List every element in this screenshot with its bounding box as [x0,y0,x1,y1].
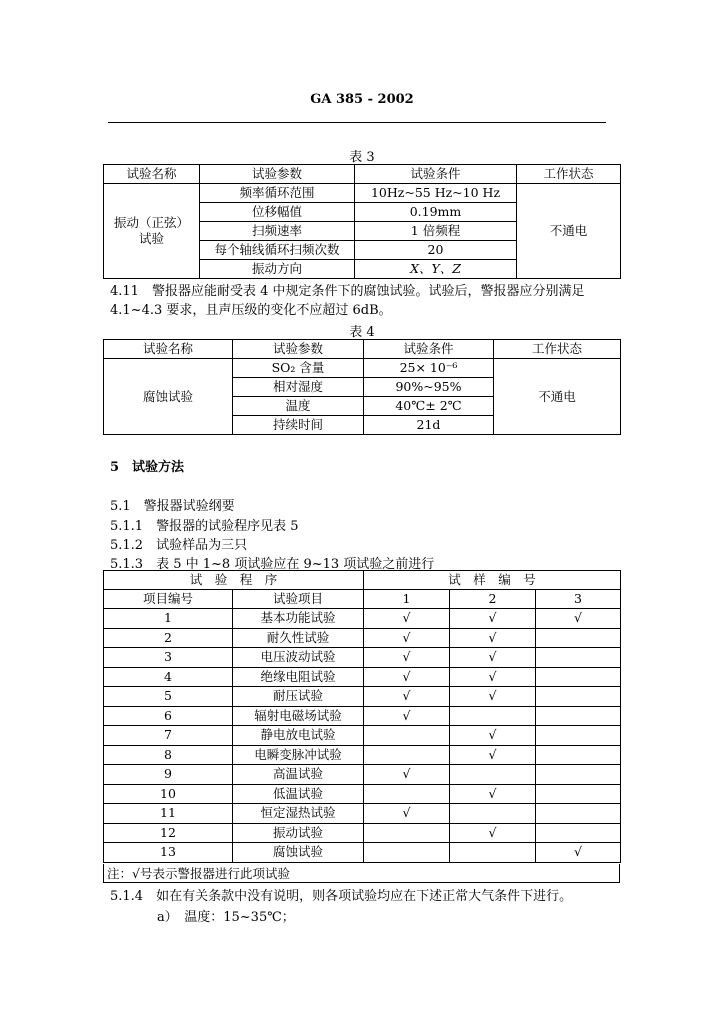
table-row [104,804,621,824]
table-cell: 位移幅值 [200,203,355,222]
table5-header-samples: 试 样 编 号 [364,571,621,590]
table-cell: 1 倍频程 [355,222,517,241]
table5-cell-no: 7 [104,726,233,746]
table-row [104,706,621,726]
table5-cell-s2 [450,706,536,726]
table5-cell-s2: √ [450,784,536,804]
table5-cell-s2: √ [450,726,536,746]
table5-cell-no: 12 [104,823,233,843]
table-cell: 10Hz~55 Hz~10 Hz [355,184,517,203]
table-cell: 21d [364,416,494,435]
table-cell: 相对湿度 [233,378,364,397]
table5-cell-s1: √ [364,706,450,726]
table-cell: 40℃± 2℃ [364,397,494,416]
table5-cell-s3 [536,628,621,648]
table5-cell-s1: √ [364,648,450,668]
section-5-1-3: 5.1.3 表 5 中 1~8 项试验应在 9~13 项试验之前进行 [110,557,435,572]
table5 [103,570,621,863]
table5-cell-s2: √ [450,628,536,648]
header-rule [108,122,606,123]
table5-cell-s2: √ [450,648,536,668]
table-cell: 90%~95% [364,378,494,397]
document-header: GA 385 - 2002 [310,92,414,107]
table5-cell-s2 [450,765,536,785]
table-row [104,823,621,843]
table3-header-param: 试验参数 [200,165,355,184]
table5-cell-s3: √ [536,609,621,629]
table5-cell-s3 [536,765,621,785]
table5-cell-no: 6 [104,706,233,726]
table5-cell-no: 5 [104,687,233,707]
table5-cell-item: 振动试验 [233,823,364,843]
table5-cell-s3 [536,745,621,765]
table-cell: SO₂ 含量 [233,359,364,378]
table-row [104,765,621,785]
table5-cell-no: 1 [104,609,233,629]
table5-cell-s3 [536,804,621,824]
section-5-title: 5 试验方法 [110,460,185,475]
table5-header-procedure: 试 验 程 序 [104,571,364,590]
table5-cell-s2: √ [450,823,536,843]
table-cell: 温度 [233,397,364,416]
table3-header-name: 试验名称 [104,165,200,184]
section-5-1-1: 5.1.1 警报器的试验程序见表 5 [110,519,299,534]
table-cell: 20 [355,241,517,260]
table-cell: 25× 10⁻⁶ [364,359,494,378]
table-row [104,648,621,668]
table5-cell-s2: √ [450,667,536,687]
table-cell: 每个轴线循环扫频次数 [200,241,355,260]
table5-cell-s1: √ [364,765,450,785]
table5-cell-s1: √ [364,609,450,629]
table-cell: 频率循环范围 [200,184,355,203]
table5-col-no: 项目编号 [104,590,233,609]
paragraph-4-11: 4.11 警报器应能耐受表 4 中规定条件下的腐蚀试验。试验后，警报器应分别满足 4.1~4.3 要求，且声压级的变化不应超过 6dB。 [110,284,585,318]
table5-cell-item: 高温试验 [233,765,364,785]
table5-cell-s3 [536,726,621,746]
table5-cell-item: 耐压试验 [233,687,364,707]
table5-cell-no: 9 [104,765,233,785]
table5-cell-s2: √ [450,687,536,707]
table5-cell-s3: √ [536,843,621,863]
table-cell: 振动方向 [200,260,355,279]
table5-cell-s3 [536,823,621,843]
table5-cell-no: 3 [104,648,233,668]
table-cell: X、Y、Z [355,260,517,279]
table5-sample-1: 1 [364,590,450,609]
table4-header-cond: 试验条件 [364,340,494,359]
table5-sample-2: 2 [450,590,536,609]
table5-cell-s3 [536,784,621,804]
table5-cell-s1: √ [364,667,450,687]
table5-cell-s3 [536,687,621,707]
table5-cell-no: 8 [104,745,233,765]
table5-note: 注：√号表示警报器进行此项试验 [103,864,620,883]
table5-cell-item: 耐久性试验 [233,628,364,648]
table5-sample-3: 3 [536,590,621,609]
table-row [104,609,621,629]
table3-header-cond: 试验条件 [355,165,517,184]
table4-state: 不通电 [494,359,621,435]
table-row [104,726,621,746]
table4-header-state: 工作状态 [494,340,621,359]
table5-cell-item: 腐蚀试验 [233,843,364,863]
table5-cell-s1 [364,823,450,843]
table-row [104,667,621,687]
table5-cell-s2: √ [450,745,536,765]
table5-cell-s2 [450,843,536,863]
table5-cell-s3 [536,648,621,668]
table-row [104,784,621,804]
table5-cell-no: 10 [104,784,233,804]
table5-cell-no: 4 [104,667,233,687]
table5-cell-item: 恒定湿热试验 [233,804,364,824]
table4-header-param: 试验参数 [233,340,364,359]
table5-col-item: 试验项目 [233,590,364,609]
table5-cell-item: 电压波动试验 [233,648,364,668]
table3 [103,164,621,279]
table5-cell-item: 辐射电磁场试验 [233,706,364,726]
table-row [104,628,621,648]
table5-cell-item: 绝缘电阻试验 [233,667,364,687]
section-5-1-4: 5.1.4 如在有关条款中没有说明，则各项试验均应在下述正常大气条件下进行。 [110,889,573,904]
section-5-1: 5.1 警报器试验纲要 [110,499,235,514]
table3-header-state: 工作状态 [517,165,621,184]
table5-cell-item: 静电放电试验 [233,726,364,746]
table5-cell-no: 11 [104,804,233,824]
table-row [104,687,621,707]
table5-cell-s1 [364,745,450,765]
table5-cell-s1: √ [364,687,450,707]
table4-caption: 表 4 [349,325,375,340]
table5-cell-s1 [364,726,450,746]
table5-cell-s2: √ [450,609,536,629]
table5-cell-s3 [536,667,621,687]
table5-cell-s1: √ [364,628,450,648]
table5-cell-s1 [364,784,450,804]
table3-state: 不通电 [517,184,621,279]
table-row [104,843,621,863]
table4-test-name: 腐蚀试验 [104,359,233,435]
table-cell: 0.19mm [355,203,517,222]
table-cell: 持续时间 [233,416,364,435]
table5-cell-no: 13 [104,843,233,863]
table4 [103,339,621,435]
table5-cell-no: 2 [104,628,233,648]
table4-header-name: 试验名称 [104,340,233,359]
table5-cell-s2 [450,804,536,824]
table-cell: 扫频速率 [200,222,355,241]
table3-caption: 表 3 [349,150,375,165]
section-5-1-2: 5.1.2 试验样品为三只 [110,538,248,553]
table5-cell-s1: √ [364,804,450,824]
table-row [104,745,621,765]
table5-cell-item: 低温试验 [233,784,364,804]
table5-cell-item: 电瞬变脉冲试验 [233,745,364,765]
list-item-a: a） 温度：15~35℃； [157,910,295,925]
table5-cell-s1 [364,843,450,863]
table5-cell-s3 [536,706,621,726]
table5-cell-item: 基本功能试验 [233,609,364,629]
table3-test-name: 振动（正弦）试验 [104,184,200,279]
